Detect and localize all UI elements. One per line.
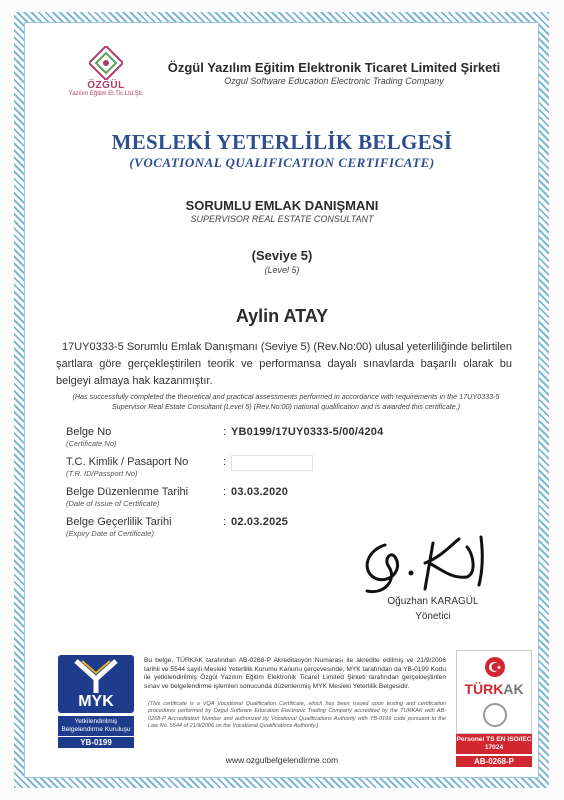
field-sublabel: (Date of Issue of Certificate) — [66, 499, 160, 508]
field-sublabel: (T.R. ID/Passport No) — [66, 469, 138, 478]
qualification-level: (Seviye 5) — [251, 248, 313, 263]
turkak-badge — [456, 650, 532, 767]
myk-emblem-icon — [58, 655, 134, 695]
field-certificate-no — [66, 426, 516, 456]
field-colon: : — [223, 426, 227, 438]
turkak-wordmark — [457, 681, 531, 697]
field-sublabel: (Certificate No) — [66, 439, 117, 448]
certificate-title-en: (VOCATIONAL QUALIFICATION CERTIFICATE) — [129, 155, 435, 170]
turkak-word-red: TÜRK — [464, 681, 504, 697]
ozgul-logo-icon — [89, 46, 123, 80]
field-label: T.C. Kimlik / Pasaport No — [66, 456, 189, 468]
issuer-logo-sub: Yazılım Eğitim El.Tic.Ltd.Şti. — [68, 91, 144, 97]
qualification-name: SORUMLU EMLAK DANIŞMANI — [185, 198, 379, 213]
issuer-logo-name: ÖZGÜL — [87, 80, 125, 91]
turkak-code: AB-0268-P — [456, 755, 532, 767]
signatory-name: Oğuzhan KARAGÜL — [387, 596, 479, 607]
myk-code: YB-0199 — [58, 737, 134, 748]
myk-caption: Yetkilendirilmiş Belgelendirme Kuruluşu — [58, 716, 134, 736]
field-colon: : — [223, 486, 227, 498]
field-id-no — [66, 456, 516, 486]
legal-text-tr: Bu belge, TÜRKAK tarafından AB-0268-P Akreditasyon Numarası ile akredite edilmiş ve 21/9/2006 tarihli ve 5544 sayılı Mesleki Yeterlilik Kurumu Kanunu çerçevesinde, MYK tarafından da YB-0199 Kodu ile yetkilendirilmiş Özgül Yazılım Eğitim Elektronik Ticaret Limited Şirketi tarafından gerçekleştirilen sınav ve belgelendirme işlemleri sonucunda düzenlenmiş MYK Mesleki Yeterlilik Belgesidir. — [144, 657, 446, 690]
field-value: YB0199/17UY0333-5/00/4204 — [231, 426, 384, 438]
legal-text-en: (This certificate is a VQA Vocational Qualification Certificate, which has been issued upon testing and certification procedures performed by Ozgul Software Education Electronic Trading Company accredited by the TURKAK with AB-0268-P Accreditation Number and authorized by Vocational Qualifications Authority with YB-0199 code pursuant to the Law No. 5544 of 21/9/2006 on the Vocational Qualifications Authority.) — [148, 701, 446, 730]
statement-en: (Has successfully completed the theoretical and practical assessments performed in accordance with requirements in the 17UY0333-5 Supervisor Real Estate Consultant (Level 5) (Rev.No:00) national qualification and is awarded this certificate.) — [72, 392, 500, 411]
website-link[interactable]: www.ozgulbelgelendirme.com — [225, 755, 339, 765]
holder-name: Aylin ATAY — [235, 306, 329, 326]
field-label: Belge Düzenlenme Tarihi — [66, 486, 189, 498]
redacted-id-box — [231, 455, 313, 471]
field-label: Belge No — [66, 426, 112, 438]
field-label: Belge Geçerlilik Tarihi — [66, 516, 172, 528]
field-value: 03.03.2020 — [231, 486, 289, 498]
certificate-title: MESLEKİ YETERLİLİK BELGESİ — [111, 130, 453, 154]
turkak-scope: Personel TS EN ISO/IEC 17024 — [456, 734, 532, 754]
myk-badge — [58, 655, 134, 748]
issuer-header — [148, 60, 520, 86]
issuer-name-tr: Özgül Yazılım Eğitim Elektronik Ticaret Limited Şirketi — [167, 60, 501, 75]
field-sublabel: (Expiry Date of Certificate) — [66, 529, 154, 538]
field-issue-date — [66, 486, 516, 516]
myk-logo-text: MYK — [78, 693, 114, 710]
certificate-fields — [66, 426, 516, 546]
turkak-logo — [456, 650, 532, 734]
myk-logo — [58, 655, 134, 713]
turkish-flag-icon — [485, 657, 505, 677]
field-value: 02.03.2025 — [231, 516, 289, 528]
qualification-level-en: (Level 5) — [264, 265, 300, 275]
handwritten-signature — [355, 533, 525, 603]
issuer-logo — [66, 46, 146, 97]
turkak-word-grey: AK — [503, 681, 524, 697]
issuer-name-en: Ozgul Software Education Electronic Trading Company — [224, 76, 444, 86]
signatory-role: Yönetici — [415, 611, 451, 622]
field-colon: : — [223, 516, 227, 528]
turkak-seal-icon — [483, 703, 507, 727]
field-colon: : — [223, 456, 227, 468]
qualification-name-en: SUPERVISOR REAL ESTATE CONSULTANT — [190, 214, 374, 224]
statement-tr: 17UY0333-5 Sorumlu Emlak Danışmanı (Seviye 5) (Rev.No:00) ulusal yeterliliğinde belirtilen şartlara göre gerçekleştirilen teorik ve performansa dayalı sınavlarda başarılı olarak bu belgeyi almaya hak kazanmıştır. — [56, 341, 512, 387]
